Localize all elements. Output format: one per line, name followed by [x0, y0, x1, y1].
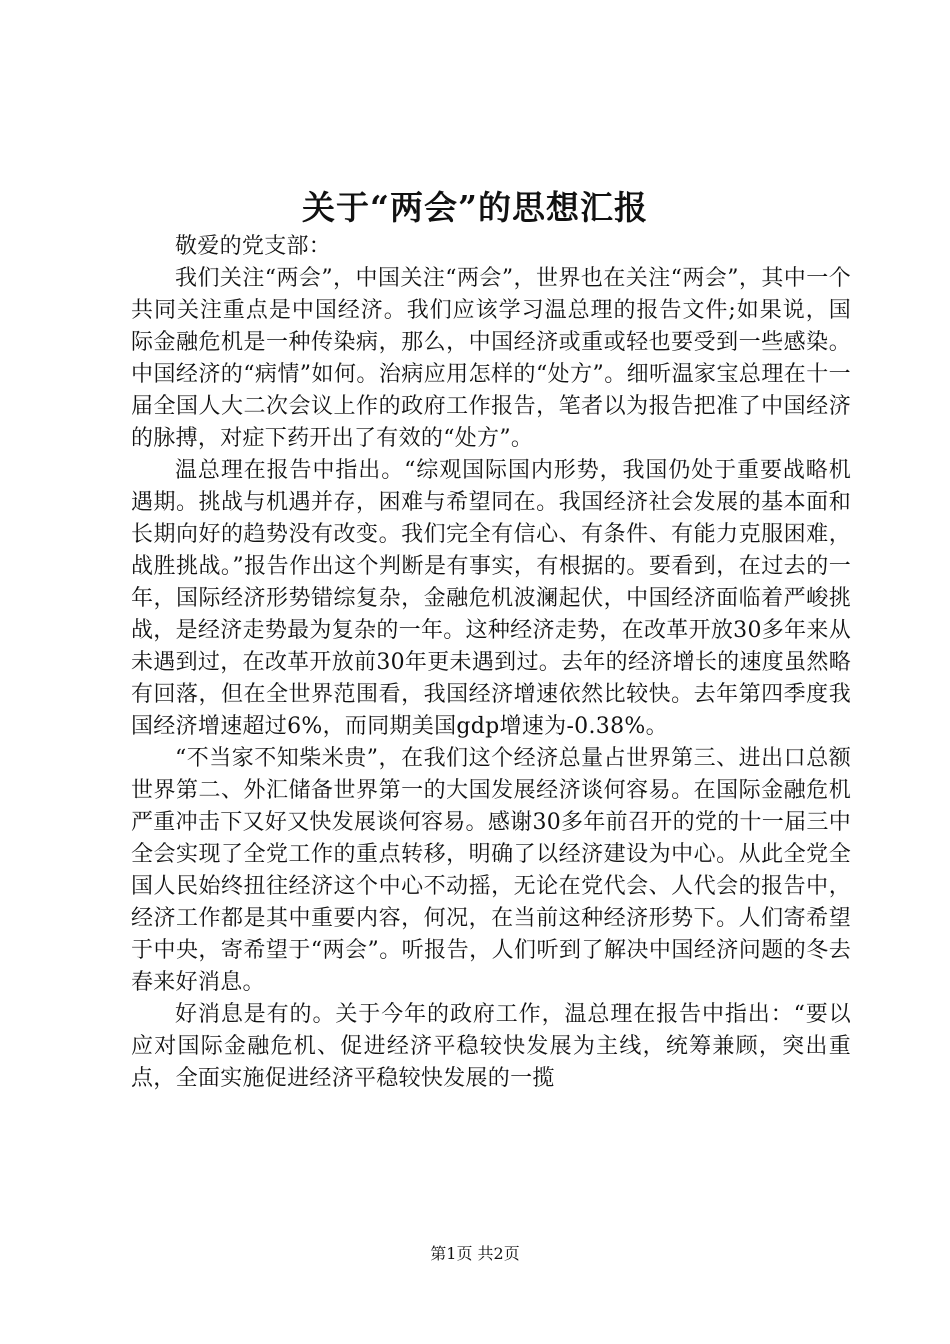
page-number: 第1页 共2页: [430, 1244, 520, 1263]
paragraph-2: 温总理在报告中指出。“综观国际国内形势，我国仍处于重要战略机遇期。挑战与机遇并存，困难与希望同在。我国经济社会发展的基本面和长期向好的趋势没有改变。我们完全有信心、有条件、有能力克服困难，战胜挑战。”报告作出这个判断是有事实，有根据的。要看到，在过去的一年，国际经济形势错综复杂，金融危机波澜起伏，中国经济面临着严峻挑战，是经济走势最为复杂的一年。这种经济走势，在改革开放30多年来从未遇到过，在改革开放前30年更未遇到过。去年的经济增长的速度虽然略有回落，但在全世界范围看，我国经济增速依然比较快。去年第四季度我国经济增速超过6%，而同期美国gdp增速为-0.38%。: [131, 458, 851, 739]
document-body: [131, 231, 851, 1095]
paragraph-4: 好消息是有的。关于今年的政府工作，温总理在报告中指出：“要以应对国际金融危机、促进经济平稳较快发展为主线，统筹兼顾，突出重点，全面实施促进经济平稳较快发展的一揽: [131, 1002, 851, 1091]
salutation: 敬爱的党支部：: [175, 234, 332, 259]
document-title: 关于“两会”的思想汇报: [302, 188, 648, 227]
paragraph-3: “不当家不知柴米贵”，在我们这个经济总量占世界第三、进出口总额世界第二、外汇储备世界第一的大国发展经济谈何容易。在国际金融危机严重冲击下又好又快发展谈何容易。感谢30多年前召开的党的十一届三中全会实现了全党工作的重点转移，明确了以经济建设为中心。从此全党全国人民始终扭往经济这个中心不动摇，无论在党代会、人代会的报告中，经济工作都是其中重要内容，何况，在当前这种经济形势下。人们寄希望于中央，寄希望于“两会”。听报告，人们听到了解决中国经济问题的冬去春来好消息。: [131, 746, 851, 995]
paragraph-1: 我们关注“两会”，中国关注“两会”，世界也在关注“两会”，其中一个共同关注重点是中国经济。我们应该学习温总理的报告文件;如果说，国际金融危机是一种传染病，那么，中国经济或重或轻也要受到一些感染。中国经济的“病情”如何。治病应用怎样的“处方”。细听温家宝总理在十一届全国人大二次会议上作的政府工作报告，笔者以为报告把准了中国经济的脉搏，对症下药开出了有效的“处方”。: [131, 266, 851, 451]
